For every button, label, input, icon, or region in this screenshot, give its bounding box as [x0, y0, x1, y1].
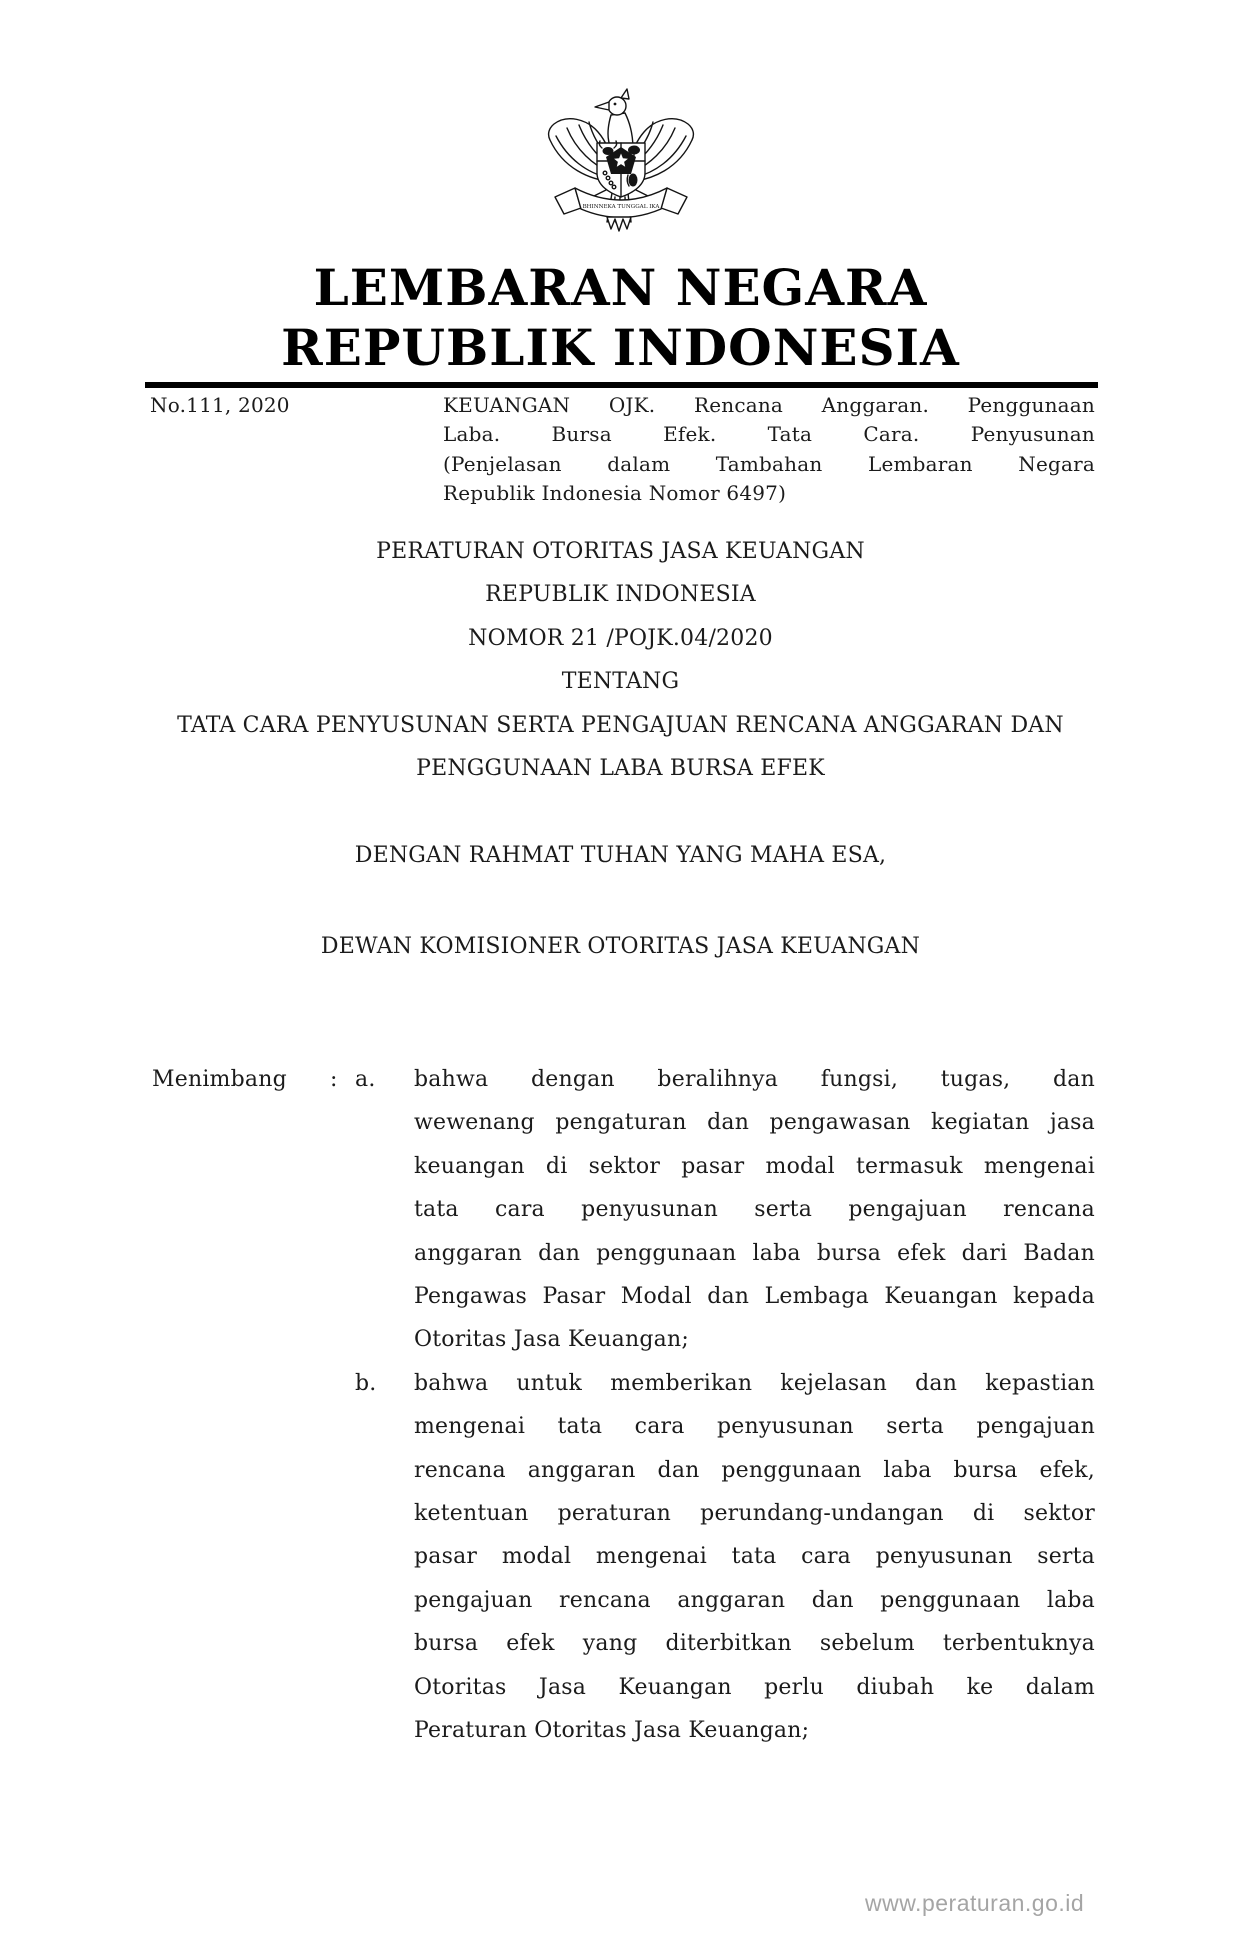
heading-line: PENGGUNAAN LABA BURSA EFEK	[416, 756, 825, 782]
heading-line: REPUBLIK INDONESIA	[485, 582, 756, 608]
authority-line: DEWAN KOMISIONER OTORITAS JASA KEUANGAN	[320, 934, 921, 959]
item-marker-b: b.	[355, 1370, 377, 1396]
subject-line: Republik Indonesia Nomor 6497)	[443, 481, 787, 506]
footer-watermark-url: www.peraturan.go.id	[865, 1890, 1085, 1916]
body-line: bahwa dengan beralihnya fungsi, tugas, dan	[414, 1067, 1095, 1092]
subject-line: KEUANGAN OJK. Rencana Anggaran. Penggunaan	[443, 393, 1095, 417]
body-line: pengajuan rencana anggaran dan penggunaan laba	[414, 1587, 1095, 1613]
masthead	[0, 258, 1241, 378]
masthead-line1: LEMBARAN NEGARA	[313, 258, 928, 317]
regulation-heading	[0, 530, 1241, 790]
body-line: mengenai tata cara penyusunan serta pengajuan	[414, 1414, 1095, 1440]
subject-line: Laba. Bursa Efek. Tata Cara. Penyusunan	[443, 422, 1095, 447]
considering-colon: :	[330, 1067, 338, 1092]
garuda-pancasila-emblem	[541, 84, 701, 246]
heading-line: TENTANG	[561, 669, 680, 695]
body-line: bursa efek yang diterbitkan sebelum terbentuknya	[414, 1631, 1095, 1657]
body-line: Otoritas Jasa Keuangan perlu diubah ke dalam	[414, 1674, 1095, 1700]
body-line: bahwa untuk memberikan kejelasan dan kepastian	[414, 1370, 1095, 1396]
issue-number: No.111, 2020	[150, 393, 290, 417]
body-line: Pengawas Pasar Modal dan Lembaga Keuangan kepada	[414, 1284, 1095, 1310]
considering-label: Menimbang	[152, 1067, 287, 1092]
invocation-line: DENGAN RAHMAT TUHAN YANG MAHA ESA,	[354, 843, 887, 868]
body-line: pasar modal mengenai tata cara penyusunan serta	[414, 1544, 1095, 1570]
subject-line: (Penjelasan dalam Tambahan Lembaran Negara	[443, 451, 1095, 476]
item-marker-a: a.	[355, 1067, 376, 1092]
garuda-pancasila-icon	[541, 84, 701, 246]
body-line: tata cara penyusunan serta pengajuan rencana	[414, 1197, 1095, 1223]
heading-line: TATA CARA PENYUSUNAN SERTA PENGAJUAN RENCANA ANGGARAN DAN	[177, 712, 1064, 738]
body-line: rencana anggaran dan penggunaan laba bursa efek,	[414, 1457, 1095, 1483]
item-a-text	[414, 1058, 1095, 1362]
motto-text: BHINNEKA TUNGGAL IKA	[582, 204, 660, 210]
body-line: Otoritas Jasa Keuangan;	[414, 1327, 689, 1353]
body-line: Peraturan Otoritas Jasa Keuangan;	[414, 1718, 810, 1744]
heading-line: PERATURAN OTORITAS JASA KEUANGAN	[376, 539, 865, 564]
item-b-text	[414, 1362, 1095, 1753]
masthead-line2: REPUBLIK INDONESIA	[281, 318, 960, 377]
subject-block	[443, 391, 1095, 509]
body-line: keuangan di sektor pasar modal termasuk mengenai	[414, 1153, 1095, 1179]
body-line: wewenang pengaturan dan pengawasan kegiatan jasa	[414, 1110, 1095, 1136]
pancasila-shield	[597, 141, 645, 197]
body-line: ketentuan peraturan perundang-undangan di sektor	[414, 1501, 1095, 1527]
header-rule	[145, 382, 1098, 388]
body-line: anggaran dan penggunaan laba bursa efek dari Badan	[414, 1240, 1095, 1266]
heading-line: NOMOR 21 /POJK.04/2020	[468, 625, 773, 651]
